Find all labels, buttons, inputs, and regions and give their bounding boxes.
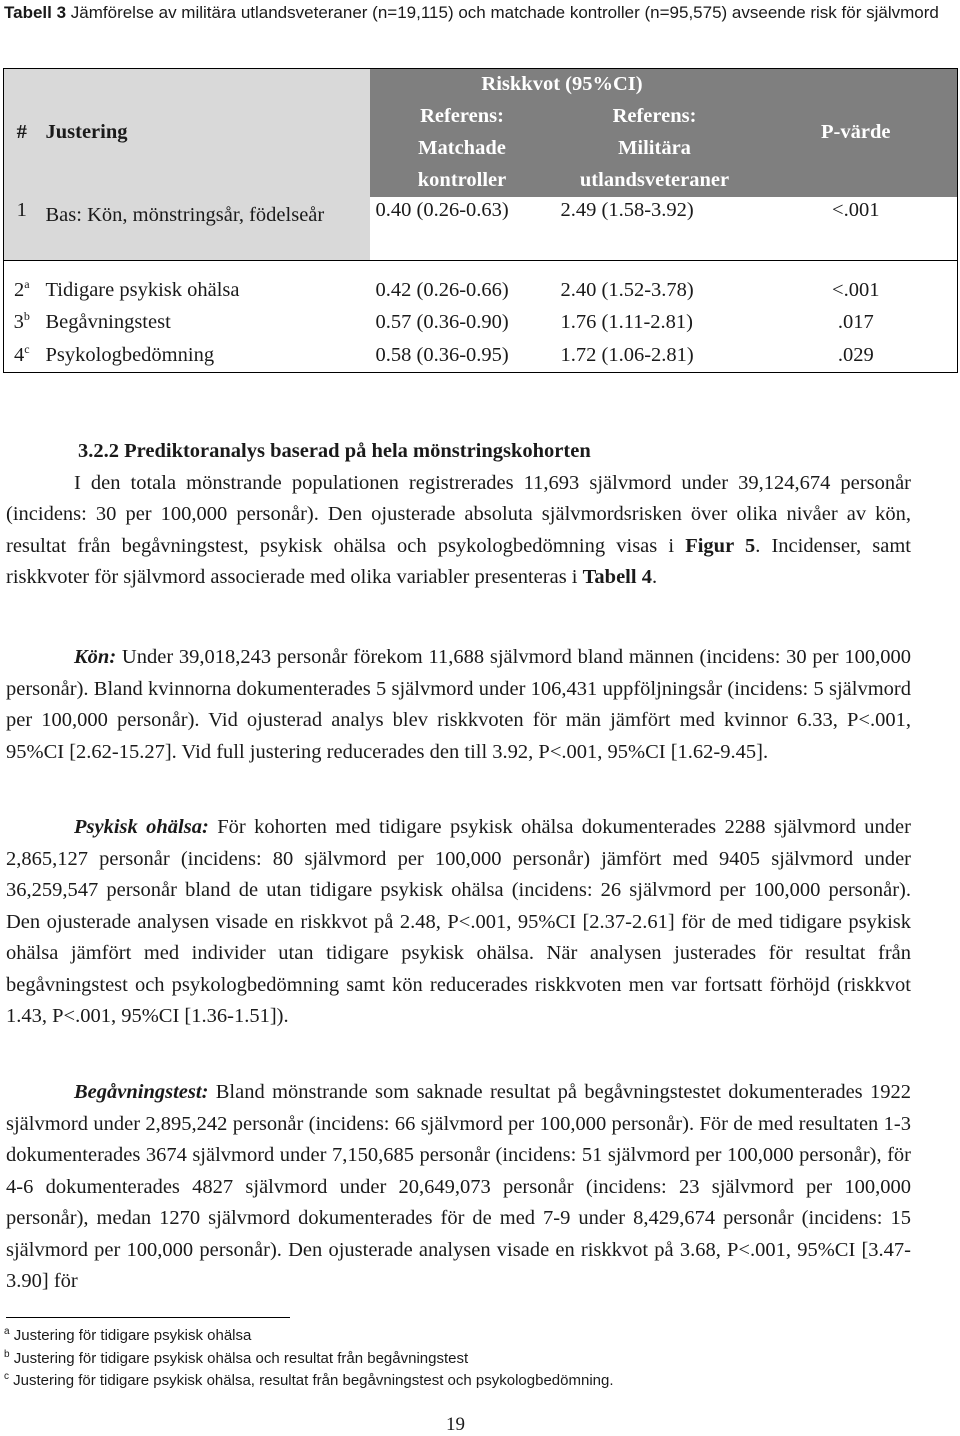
page-number: 19 [446,1414,465,1435]
row-matched: 0.57 (0.36-0.90) [375,311,509,333]
table-row [4,197,958,261]
footnote-item: $^b$ Justering för tidigare psykisk ohälsa och resultat från begåvningstest [4,1348,469,1367]
header-row-1 [4,69,958,101]
footnote-divider [6,1317,290,1318]
table-caption [4,0,954,26]
footnote-item: $^a$ Justering för tidigare psykisk ohälsa [4,1326,252,1344]
row-p-value: <.001 [755,275,958,307]
row-matched: 0.42 (0.26-0.66) [375,279,509,301]
table-label: Tabell 3 [4,3,67,22]
col-header-adjustment: Justering [40,69,370,197]
table-caption-text: Jämförelse av militära utlandsveteraner (n=19,115) och matchade kontroller (n=95,575) avseende risk för självmord [66,3,939,22]
ref-military-line3: utlandsveteraner [555,165,755,197]
table-row [4,275,958,307]
results-table [3,68,958,373]
ref-matched-line2: Matchade [370,133,555,165]
row-matched: 0.58 (0.36-0.95) [370,339,555,373]
row-number: 1 [4,197,40,261]
paragraph-lead: Begåvningstest: [74,1081,209,1103]
col-header-p-value: P-värde [755,69,958,197]
ref-matched-line3: kontroller [370,165,555,197]
row-matched: 0.40 (0.26-0.63) [370,197,555,261]
intro-paragraph: 3.2.2 Prediktoranalys baserad på hela mönstringskohorten I den totala mönstrande populationen registrerades 11,693 självmord under 39,124,674 personår (incidens: 30 per 100,000 personår). Den ojusterade absoluta självmordsrisken över olika nivåer av kön, resultat från begåvningstest, psykisk ohälsa och psykologbedömning visas i Figur 5. Incidenser, samt riskkvoter för självmord associerade med olika variabler presenteras i Tabell 4. [6,436,911,594]
table-row [4,339,958,373]
paragraph-psykisk-ohalsa: Psykisk ohälsa: För kohorten med tidigare psykisk ohälsa dokumenterades 2288 självmord under 2,865,127 personår (incidens: 80 självmord per 100,000 personår) jämfört med 9405 självmord under 36,259,547 personår bland de utan tidigare psykisk ohälsa (incidens: 26 självmord per 100,000 personår). Den ojusterade analysen visade en riskkvot på 2.48, P<.001, 95%CI [2.37-2.61] för de med tidigare psykisk ohälsa jämfört med individer utan tidigare psykisk ohälsa. När analysen justerades för resultat från begåvningstest och psykologbedömning samt kön reducerades riskkvoten men var fortsatt förhöjd (riskkvot 1.43, P<.001, 95%CI [1.36-1.51]). [6,816,911,1027]
ref-military-line1: Referens: [555,101,755,133]
section-heading: 3.2.2 Prediktoranalys baserad på hela mönstringskohorten [78,440,591,462]
paragraph-kon: Kön: Under 39,018,243 personår förekom 11,688 självmord bland männen (incidens: 30 per 100,000 personår). Bland kvinnorna dokumenterades 5 självmord under 106,431 uppföljningsår (incidens: 5 självmord per 100,000 personår). Vid ojusterad analys blev riskkvoten för män jämfört med kvinnor 6.33, P<.001, 95%CI [2.62-15.27]. Vid full justering reducerades den till 3.92, P<.001, 95%CI [1.62-9.45]. [6,646,911,763]
row-p-value: .029 [755,339,958,373]
footnotes [4,1325,904,1393]
row-number: 4$^c$ [4,339,40,373]
table-row [4,307,958,339]
row-number: 3$^b$ [4,307,40,339]
table-reference: Tabell 4 [582,566,652,588]
paragraph-begavningstest: Begåvningstest: Bland mönstrande som saknade resultat på begåvningstestet dokumenterades 1922 självmord under 2,895,242 personår (incidens: 66 självmord per 100,000 personår). För de med resultaten 1-3 dokumenterades 3674 självmord under 7,150,685 personår (incidens: 51 självmord per 100,000 personår), för 4-6 dokumenterades 4827 självmord under 20,649,073 personår (incidens: 23 självmord per 100,000 personår), medan 1270 självmord dokumenterades för de med 7-9 under 8,429,674 personår (incidens: 15 självmord per 100,000 personår). Den ojusterade analysen visade en riskkvot på 3.68, P<.001, 95%CI [3.47-3.90] för [6,1081,911,1292]
row-adjustment: Psykologbedömning [40,339,370,373]
table-spacer [4,261,958,275]
col-header-risk-ratio: Riskkvot (95%CI) [370,69,755,101]
row-military: 1.76 (1.11-2.81) [560,311,693,333]
ref-military-line2: Militära [555,133,755,165]
row-p-value: <.001 [755,197,958,261]
row-military: 1.72 (1.06-2.81) [555,339,755,373]
footnote-item: $^c$ Justering för tidigare psykisk ohälsa, resultat från begåvningstest och psykologbedömning. [4,1371,614,1389]
paragraph-lead: Kön: [74,646,117,668]
row-number: 2$^a$ [4,275,40,307]
figure-reference: Figur 5 [685,534,756,557]
row-military: 2.49 (1.58-3.92) [555,197,755,261]
row-p-value: .017 [755,307,958,339]
col-header-number: # [4,69,40,197]
row-adjustment: Tidigare psykisk ohälsa [45,279,240,301]
ref-matched-line1: Referens: [370,101,555,133]
row-military: 2.40 (1.52-3.78) [560,279,694,301]
row-adjustment: Begåvningstest [45,311,171,333]
paragraph-lead: Psykisk ohälsa: [74,816,209,838]
row-adjustment: Bas: Kön, mönstringsår, födelseår [45,203,325,226]
